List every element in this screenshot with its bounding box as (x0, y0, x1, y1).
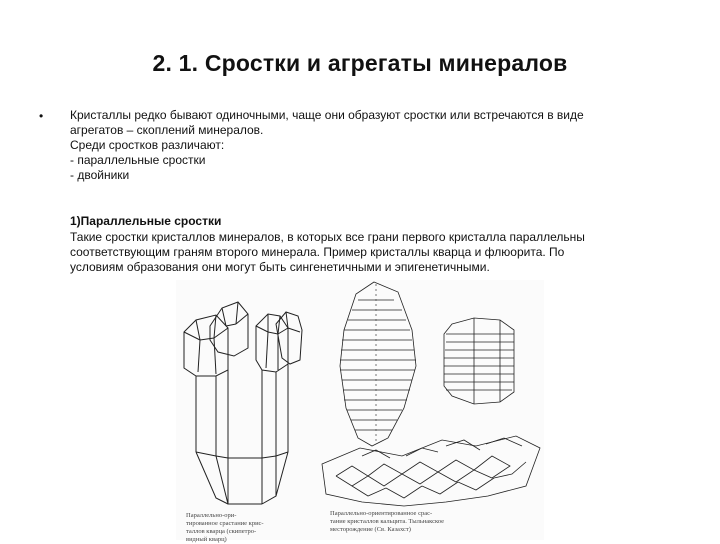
bullet-icon: • (39, 109, 44, 123)
caption-line: тированное срастание крис- (186, 520, 264, 527)
section-line: условиям образования они могут быть сингенетичными и эпигенетичными. (70, 260, 490, 274)
intro-line: Кристаллы редко бывают одиночными, чаще они образуют сростки или встречаются в виде (70, 108, 584, 122)
intro-line: агрегатов – скоплений минералов. (70, 123, 264, 137)
intro-line: - параллельные сростки (70, 153, 206, 167)
figure-caption-right (330, 510, 444, 534)
slide-title: 2. 1. Сростки и агрегаты минералов (152, 50, 568, 76)
caption-line: месторождение (Св. Казахст) (330, 526, 411, 533)
intro-text (70, 108, 670, 183)
crystal-illustration (176, 280, 544, 543)
calcite-column-drawing (444, 318, 514, 404)
section-heading: 1)Параллельные сростки (70, 214, 222, 228)
section-line: Такие сростки кристаллов минералов, в которых все грани первого кристалла параллельны (70, 230, 585, 244)
intro-line: Среди сростков различают: (70, 138, 225, 152)
caption-line: тание кристаллов кальцита. Тыльнакское (330, 518, 445, 525)
stacked-crystal-drawing (340, 282, 416, 446)
figure-caption-left (186, 512, 264, 544)
section-line: соответствующим граням второго минерала. Пример кристаллы кварца и флюорита. По (70, 245, 565, 259)
caption-line: таллов кварца (скипетро- (186, 528, 257, 535)
intro-line: - двойники (70, 168, 130, 182)
caption-line: видный кварц) (186, 536, 227, 543)
caption-line: Параллельно-ори- (186, 512, 237, 519)
crystal-drawing (176, 280, 544, 540)
section-parallel (70, 214, 670, 275)
rhombohedra-field-drawing (322, 436, 540, 506)
scepter-quartz-drawing (184, 302, 302, 504)
caption-line: Параллельно-ориентированное срас- (330, 510, 433, 517)
